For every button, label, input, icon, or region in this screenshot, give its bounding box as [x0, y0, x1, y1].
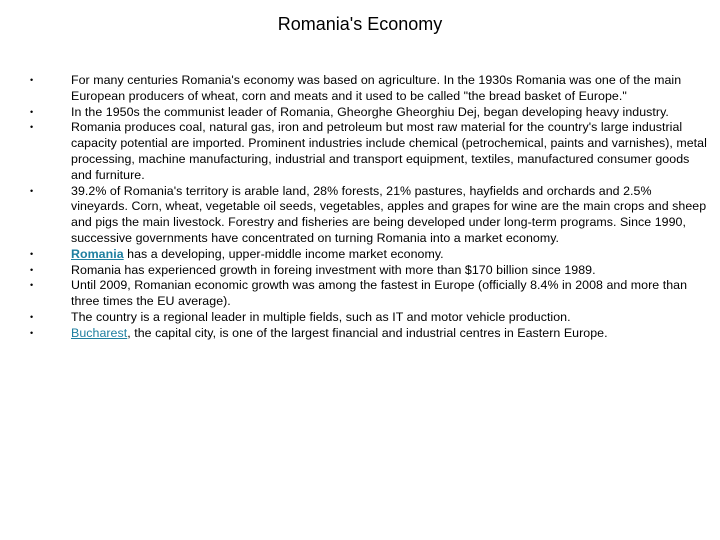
bullet-text: Romania produces coal, natural gas, iron and petroleum but most raw material for the country's large industrial capacity potential are imported. Prominent industries include chemical (petrochemical, paints and varnishes), metal processing, machine manufacturing, industrial and transport equipment, textiles, manufactured consumer goods and furniture. — [71, 120, 707, 182]
romania-link[interactable]: Romania — [71, 246, 124, 261]
bullet-text: , the capital city, is one of the largest financial and industrial centres in Eastern Europe. — [127, 325, 608, 340]
bullet-item-market-economy — [0, 247, 720, 263]
bullet-item-resources-industries — [0, 120, 720, 183]
bullet-dot-icon: • — [30, 248, 34, 259]
bullet-text: The country is a regional leader in multiple fields, such as IT and motor vehicle production. — [71, 309, 571, 324]
bullet-dot-icon: • — [30, 311, 34, 322]
bullet-list — [0, 73, 720, 342]
bullet-item-economic-growth — [0, 278, 720, 310]
bucharest-link[interactable]: Bucharest — [71, 325, 128, 340]
bullet-dot-icon: • — [30, 280, 34, 291]
bullet-dot-icon: • — [30, 264, 34, 275]
bullet-text: 39.2% of Romania's territory is arable land, 28% forests, 21% pastures, hayfields and orchards and 2.5% vineyards. Corn, wheat, vegetable oil seeds, vegetables, apples and grapes for wine are the main crops and sheep and pigs the main livestock. Forestry and fisheries are being developed under long-term programs. Since 1990, successive governments have concentrated on turning Romania into a market economy. — [71, 183, 707, 245]
bullet-text: For many centuries Romania's economy was based on agriculture. In the 1930s Romania was one of the main European producers of wheat, corn and meats and it used to be called "the bread basket of Europe." — [71, 73, 682, 103]
bullet-item-foreign-investment — [0, 263, 720, 279]
bullet-item-land-use — [0, 184, 720, 247]
bullet-dot-icon: • — [30, 185, 34, 196]
slide-title: Romania's Economy — [277, 14, 443, 34]
bullet-item-regional-leader — [0, 310, 720, 326]
bullet-text: has a developing, upper-middle income market economy. — [123, 246, 444, 261]
bullet-dot-icon: • — [30, 75, 34, 85]
bullet-text: Romania has experienced growth in foreing investment with more than $170 billion since 1989. — [71, 262, 596, 277]
bullet-item-agriculture-history — [0, 73, 720, 105]
bullet-dot-icon: • — [30, 327, 34, 338]
bullet-item-bucharest — [0, 326, 720, 342]
bullet-dot-icon: • — [30, 122, 34, 133]
bullet-text: In the 1950s the communist leader of Romania, Gheorghe Gheorghiu Dej, began developing heavy industry. — [71, 104, 669, 119]
bullet-text: Until 2009, Romanian economic growth was among the fastest in Europe (officially 8.4% in 2008 and more than three times the EU average). — [71, 278, 688, 309]
bullet-dot-icon: • — [30, 106, 34, 117]
bullet-item-heavy-industry — [0, 105, 720, 121]
